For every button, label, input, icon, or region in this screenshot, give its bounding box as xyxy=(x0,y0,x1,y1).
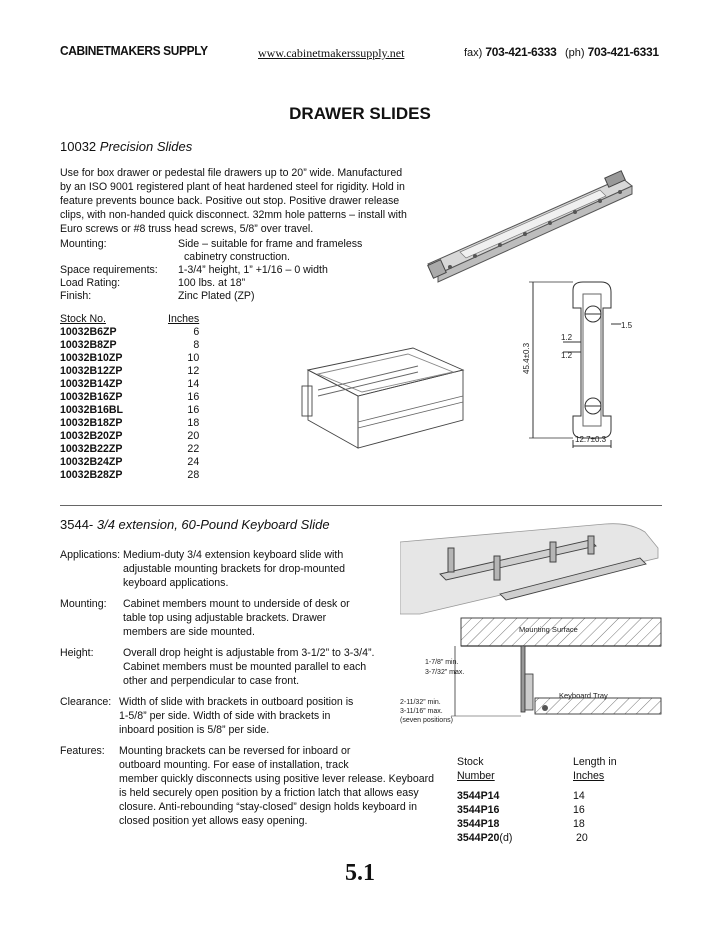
dim-label: 1.2 xyxy=(561,333,573,342)
row-line: Overall drop height is adjustable from 3-1/2” to 3-3/4”. xyxy=(123,647,375,659)
row-label: Height: xyxy=(60,647,94,659)
stock-row xyxy=(60,443,199,456)
row-line: member quickly disconnects using positive lever release. Keyboard xyxy=(119,773,435,785)
row-line: outboard mounting. For ease of installation, track xyxy=(119,759,349,771)
stock-number: 10032B16ZP xyxy=(60,391,123,403)
stock-row xyxy=(457,789,647,803)
position-label: 2-11/32” min. xyxy=(400,699,441,706)
row-line: closed position yet allows easy opening. xyxy=(119,815,308,827)
description-line: Use for box drawer or pedestal file drawers up to 20” wide. Manufactured xyxy=(60,167,403,179)
row-line: Medium-duty 3/4 extension keyboard slide with xyxy=(123,549,344,561)
stock-number: 10032B28ZP xyxy=(60,469,123,481)
phone-number: 703-421-6331 xyxy=(587,45,659,59)
section2-clearance xyxy=(60,695,353,737)
position-label: (seven positions) xyxy=(400,717,453,724)
row-line: Width of slide with brackets in outboard position is xyxy=(119,696,354,708)
website-link[interactable]: www.cabinetmakerssupply.net xyxy=(258,46,405,60)
stock-number: 3544P18 xyxy=(457,818,500,830)
spec-value: Zinc Plated (ZP) xyxy=(178,290,255,302)
stock-row xyxy=(457,831,647,845)
description-line: clips, with non-handed quick disconnect. 32mm hole patterns – install with xyxy=(60,209,407,221)
section1-specs xyxy=(60,238,362,303)
brand-name: CABINETMAKERS SUPPLY xyxy=(60,43,208,58)
stock-row xyxy=(60,469,199,482)
dim-label: 45.4±0.3 xyxy=(522,342,531,374)
spec-label: Finish: xyxy=(60,290,92,302)
stock-row xyxy=(60,352,199,365)
section2-applications xyxy=(60,548,345,590)
stock-inches: 16 xyxy=(187,404,200,416)
row-line: closure. Anti-rebounding “stay-closed” design holds keyboard in xyxy=(119,801,417,813)
phone-label: (ph) xyxy=(565,47,585,59)
stock-row xyxy=(457,803,647,817)
stock-number: 10032B8ZP xyxy=(60,339,117,351)
section2-features xyxy=(60,744,434,828)
stock-number: 10032B16BL xyxy=(60,404,124,416)
spec-label: Space requirements: xyxy=(60,264,158,276)
section1-title xyxy=(60,139,192,154)
fax-number: 703-421-6333 xyxy=(485,45,557,59)
keyboard-slide-installation-diagram xyxy=(385,614,665,734)
description-line: by an ISO 9001 registered plant of heat hardened steel for rigidity. Hold in xyxy=(60,181,405,193)
stock-inches: 12 xyxy=(187,365,200,377)
section1-name: Precision Slides xyxy=(99,139,193,154)
stock-number: 10032B10ZP xyxy=(60,352,123,364)
spec-label: Load Rating: xyxy=(60,277,121,289)
row-line: inboard position is 5/8” per side. xyxy=(119,724,270,736)
spec-value: Side – suitable for frame and frameless xyxy=(178,238,363,250)
phone-info xyxy=(565,45,659,59)
row-line: is held securely open position by a friction latch that allows easy xyxy=(119,787,419,799)
row-line: Cabinet members mount to underside of desk or xyxy=(123,598,350,610)
stock-length: 18 xyxy=(573,818,585,830)
stock-row xyxy=(60,430,199,443)
stock-inches: 8 xyxy=(193,339,200,351)
keyboard-tray-label: Keyboard Tray xyxy=(559,691,608,700)
slide-profile-diagram xyxy=(515,278,645,450)
slide-rail-illustration xyxy=(428,171,632,282)
row-label: Mounting: xyxy=(60,598,107,610)
stock-label: Number xyxy=(457,770,495,782)
section2-code: 3544- xyxy=(60,517,94,532)
fax-label: fax) xyxy=(464,47,483,59)
row-label: Features: xyxy=(60,745,105,757)
stock-number: 10032B18ZP xyxy=(60,417,123,429)
page-number: 5.1 xyxy=(345,860,375,886)
row-line: keyboard applications. xyxy=(123,577,229,589)
spec-value: 1-3/4” height, 1” +1/16 – 0 width xyxy=(178,264,328,276)
stock-inches: 6 xyxy=(193,326,200,338)
drop-min-label: 1-7/8” min. xyxy=(425,659,459,666)
stock-number: 3544P14 xyxy=(457,790,500,802)
page-title: DRAWER SLIDES xyxy=(289,104,431,123)
row-line: 1-5/8” per side. Width of side with brackets in xyxy=(119,710,331,722)
row-line: table top using adjustable brackets. Drawer xyxy=(123,612,327,624)
stock-inches: 14 xyxy=(187,378,200,390)
stock-length: 14 xyxy=(573,790,585,802)
stock-row xyxy=(60,378,199,391)
stock-length: 16 xyxy=(573,804,585,816)
row-line: adjustable mounting brackets for drop-mounted xyxy=(123,563,346,575)
position-label: 3-11/16” max. xyxy=(400,708,443,715)
drop-max-label: 3-7/32” max. xyxy=(425,669,465,676)
row-label: Applications: xyxy=(60,549,121,561)
description-line: Euro screws or #8 truss head screws, 5/8” over travel. xyxy=(60,223,314,235)
length-label: Inches xyxy=(573,770,605,782)
stock-inches: 16 xyxy=(187,391,200,403)
stock-number: 10032B22ZP xyxy=(60,443,123,455)
stock-row xyxy=(457,817,647,831)
spec-label: Mounting: xyxy=(60,238,107,250)
section2-name: 3/4 extension, 60-Pound Keyboard Slide xyxy=(96,517,330,532)
length-label: Length in xyxy=(573,756,617,768)
stock-number-cell xyxy=(457,831,573,845)
dim-label: 1.2 xyxy=(561,351,573,360)
row-line: Mounting brackets can be reversed for inboard or xyxy=(119,745,351,757)
stock-inches: 28 xyxy=(187,469,200,481)
stock-number: 3544P16 xyxy=(457,804,500,816)
section2-mounting xyxy=(60,597,350,639)
keyboard-slide-illustration xyxy=(400,524,658,614)
stock-number: 10032B12ZP xyxy=(60,365,123,377)
stock-row xyxy=(60,404,199,417)
stock-row xyxy=(60,391,199,404)
description-line: feature prevents bounce back. Positive out stop. Positive drawer release xyxy=(60,195,400,207)
stock-row xyxy=(60,365,199,378)
row-line: Cabinet members must be mounted parallel to each xyxy=(123,661,367,673)
row-line: other and perpendicular to case front. xyxy=(123,675,300,687)
dim-label: 12.7±0.3 xyxy=(575,435,607,444)
section2-height xyxy=(60,646,374,688)
inches-header: Inches xyxy=(168,313,200,325)
stock-number-cell xyxy=(457,817,573,831)
stock-header: Stock No. xyxy=(60,313,106,325)
section1-description xyxy=(60,166,430,236)
stock-number-cell xyxy=(457,803,573,817)
dim-label: 1.5 xyxy=(621,321,633,330)
spec-value-cont: cabinetry construction. xyxy=(184,251,290,263)
slide-photo xyxy=(420,168,640,293)
stock-number: 3544P20 xyxy=(457,832,500,844)
stock-inches: 22 xyxy=(187,443,200,455)
keyboard-slide-photo xyxy=(400,518,660,618)
stock-number: 10032B20ZP xyxy=(60,430,123,442)
mounting-surface-label: Mounting Surface xyxy=(519,625,578,634)
stock-number-cell xyxy=(457,789,573,803)
stock-inches: 18 xyxy=(187,417,200,429)
stock-number: 10032B24ZP xyxy=(60,456,123,468)
stock-inches: 20 xyxy=(187,430,200,442)
fax-info xyxy=(464,45,557,59)
stock-length: 20 xyxy=(576,832,588,844)
stock-number: 10032B14ZP xyxy=(60,378,123,390)
stock-row xyxy=(60,326,199,339)
row-label: Clearance: xyxy=(60,696,112,708)
section1-stock-table xyxy=(60,313,199,482)
spec-value: 100 lbs. at 18” xyxy=(178,277,246,289)
section2-title xyxy=(60,517,330,532)
stock-inches: 10 xyxy=(187,352,200,364)
stock-row xyxy=(60,456,199,469)
stock-label: Stock xyxy=(457,756,484,768)
section2-stock-table xyxy=(457,755,647,845)
stock-number: 10032B6ZP xyxy=(60,326,117,338)
stock-inches: 24 xyxy=(187,456,200,468)
stock-row xyxy=(60,417,199,430)
drawer-box-illustration xyxy=(298,330,468,455)
stock-suffix: (d) xyxy=(499,832,513,844)
row-line: members are side mounted. xyxy=(123,626,255,638)
section1-code: 10032 xyxy=(60,139,97,154)
section-divider xyxy=(60,505,662,506)
stock-row xyxy=(60,339,199,352)
